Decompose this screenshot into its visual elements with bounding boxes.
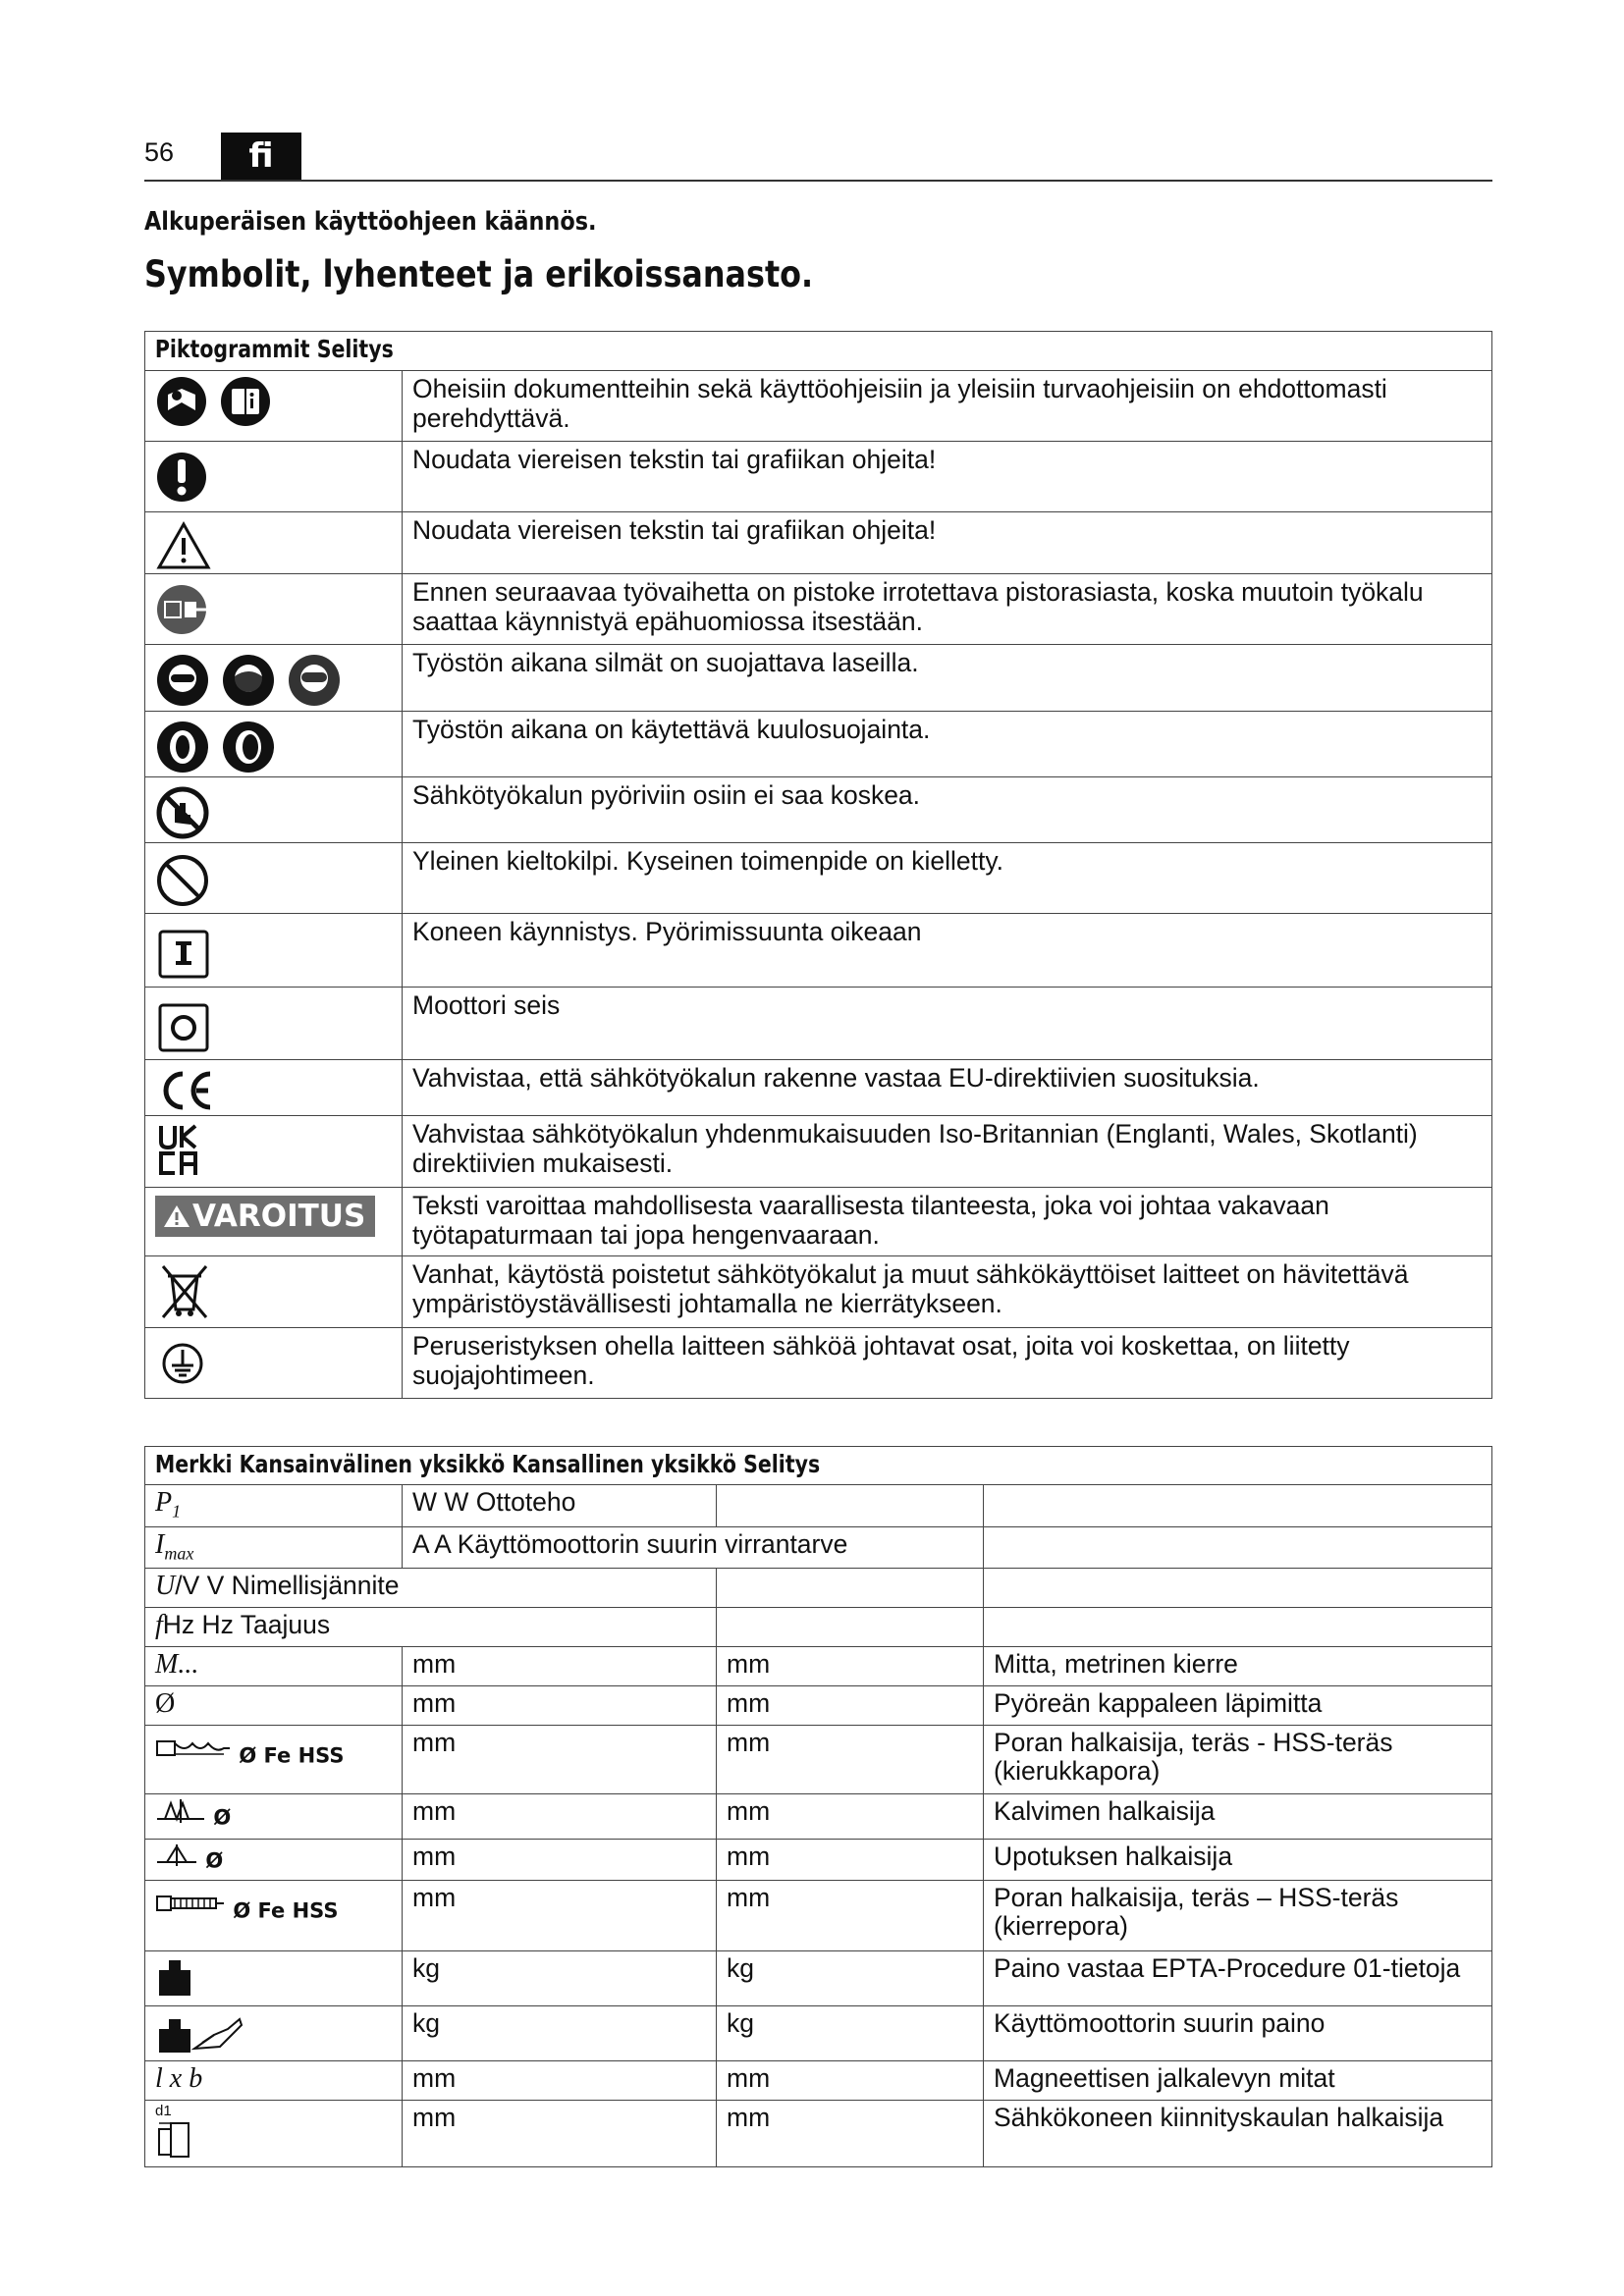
pictogram-description: Noudata viereisen tekstin tai grafiikan ohjeita! xyxy=(403,442,1492,512)
header-divider xyxy=(144,180,1492,182)
unit-cell xyxy=(717,1608,984,1647)
table-row xyxy=(145,1951,1492,2006)
symbol-cell: $P_1$ xyxy=(145,1485,403,1527)
pictogram-description: Oheisiin dokumentteihin sekä käyttöohjeisiin ja yleisiin turvaohjeisiin on ehdottomasti perehdyttävä. xyxy=(403,371,1492,442)
tap-drill-icon xyxy=(155,1889,226,1918)
unit-cell xyxy=(717,1485,984,1527)
unit-cell: W W Ottoteho xyxy=(403,1485,717,1527)
explanation-cell: Paino vastaa EPTA-Procedure 01-tietoja xyxy=(984,1951,1492,2006)
symbol-cell xyxy=(145,1951,403,2006)
explanation-cell xyxy=(984,1485,1492,1527)
countersink-icon xyxy=(155,1842,198,1868)
pictogram-description: Moottori seis xyxy=(403,988,1492,1060)
crossed-bin-icon xyxy=(155,1260,214,1321)
symbol-cell xyxy=(145,2006,403,2061)
table-row xyxy=(145,1881,1492,1951)
table-row xyxy=(145,777,1492,843)
varoitus-label: VAROITUS xyxy=(155,1196,375,1237)
unit-cell: kg xyxy=(717,2006,984,2061)
table-row xyxy=(145,1116,1492,1188)
table-row xyxy=(145,2101,1492,2167)
table-row xyxy=(145,442,1492,512)
unit-cell: kg xyxy=(403,2006,717,2061)
symbol-cell: l x b xyxy=(145,2061,403,2101)
unit-cell: mm xyxy=(403,1726,717,1794)
table-row xyxy=(145,712,1492,777)
symbol-cell: U xyxy=(155,1571,176,1602)
table-row xyxy=(145,1686,1492,1726)
table-row xyxy=(145,1608,1492,1647)
symbol-cell: M... xyxy=(145,1647,403,1686)
table-row xyxy=(145,1840,1492,1881)
unit-cell: mm xyxy=(717,2061,984,2101)
explanation-cell: Magneettisen jalkalevyn mitat xyxy=(984,2061,1492,2101)
ear-muffs-icon xyxy=(221,716,276,774)
unit-cell: mm xyxy=(403,1686,717,1726)
unit-cell: Hz Hz Taajuus xyxy=(162,1610,331,1640)
symbol-cell: f xyxy=(155,1610,163,1641)
table-row xyxy=(145,645,1492,712)
pictogram-description: Koneen käynnistys. Pyörimissuunta oikeaan xyxy=(403,914,1492,988)
symbol-cell: Ø xyxy=(145,1686,403,1726)
exclamation-icon xyxy=(155,446,208,505)
table-row xyxy=(145,1256,1492,1328)
switch-on-icon xyxy=(155,918,212,981)
table-row xyxy=(145,1188,1492,1256)
explanation-cell: Kalvimen halkaisija xyxy=(984,1794,1492,1840)
table-row xyxy=(145,2061,1492,2101)
explanation-cell: Pyöreän kappaleen läpimitta xyxy=(984,1686,1492,1726)
ce-mark-icon xyxy=(155,1064,218,1113)
table-row xyxy=(145,1647,1492,1686)
table-row xyxy=(145,1060,1492,1116)
explanation-cell: Upotuksen halkaisija xyxy=(984,1840,1492,1881)
no-touch-icon xyxy=(155,781,210,840)
table-row xyxy=(145,512,1492,574)
pictogram-description: Työstön aikana on käytettävä kuulosuojainta. xyxy=(403,712,1492,777)
goggles-icon xyxy=(287,649,342,708)
unit-cell: mm xyxy=(717,1726,984,1794)
explanation-cell: Poran halkaisija, teräs – HSS-teräs (kierrepora) xyxy=(984,1881,1492,1951)
table-row xyxy=(145,1726,1492,1794)
translation-note: Alkuperäisen käyttöohjeen käännös. xyxy=(144,207,597,237)
pictogram-description: Peruseristyksen ohella laitteen sähköä johtavat osat, joita voi koskettaa, on liitetty suojajohtimeen. xyxy=(403,1328,1492,1399)
table-row xyxy=(145,843,1492,914)
table-row xyxy=(145,371,1492,442)
unit-cell: mm xyxy=(717,1881,984,1951)
unit-cell: kg xyxy=(717,1951,984,2006)
pictogram-description: Teksti varoittaa mahdollisesta vaarallisesta tilanteesta, joka voi johtaa vakavaan työtapaturmaan tai jopa hengenvaaraan. xyxy=(403,1188,1492,1256)
table-row xyxy=(145,2006,1492,2061)
page-number: 56 xyxy=(144,137,175,167)
unit-cell: mm xyxy=(717,2101,984,2167)
warning-triangle-icon xyxy=(163,1204,190,1228)
prohibition-icon xyxy=(155,847,210,908)
symbol-cell xyxy=(145,2101,403,2167)
table-row xyxy=(145,574,1492,645)
explanation-cell: Mitta, metrinen kierre xyxy=(984,1647,1492,1686)
unit-cell: mm xyxy=(403,1647,717,1686)
page-title: Symbolit, lyhenteet ja erikoissanasto. xyxy=(144,253,814,295)
twist-drill-icon xyxy=(155,1734,232,1763)
explanation-cell: Käyttömoottorin suurin paino xyxy=(984,2006,1492,2061)
explanation-cell: Sähkökoneen kiinnityskaulan halkaisija xyxy=(984,2101,1492,2167)
unit-cell: mm xyxy=(717,1647,984,1686)
warning-triangle-icon xyxy=(155,516,212,571)
pictogram-table-header: Piktogrammit Selitys xyxy=(145,332,1492,371)
switch-off-icon xyxy=(155,991,212,1054)
symbol-cell: Ø Fe HSS xyxy=(145,1726,403,1794)
explanation-cell xyxy=(984,1526,1492,1569)
explanation-cell: Poran halkaisija, teräs - HSS-teräs (kierukkapora) xyxy=(984,1726,1492,1794)
protective-earth-icon xyxy=(155,1332,210,1391)
table-row: U/V V Nimellisjännite xyxy=(145,1569,1492,1608)
unit-cell: mm xyxy=(403,1794,717,1840)
unit-cell: mm xyxy=(403,2061,717,2101)
eye-protection-icon xyxy=(155,649,210,708)
explanation-cell xyxy=(984,1569,1492,1608)
pictogram-description: Vahvistaa, että sähkötyökalun rakenne vastaa EU-direktiivien suosituksia. xyxy=(403,1060,1492,1116)
weight-tool-icon xyxy=(155,2009,244,2055)
unit-cell: A A Käyttömoottorin suurin virrantarve xyxy=(403,1526,984,1569)
table-header-row xyxy=(145,1447,1492,1485)
explanation-cell xyxy=(984,1608,1492,1647)
table-row xyxy=(145,988,1492,1060)
pictogram-description: Vanhat, käytöstä poistetut sähkötyökalut ja muut sähkökäyttöiset laitteet on hävitettävä ympäristöystävällisesti johtamalla ne kierrätykseen. xyxy=(403,1256,1492,1328)
table-row xyxy=(145,1485,1492,1527)
collar-diameter-icon xyxy=(155,2119,194,2159)
info-manual-icon xyxy=(219,375,272,428)
weight-icon xyxy=(155,1954,194,2000)
unit-cell: mm xyxy=(717,1686,984,1726)
unit-table xyxy=(144,1446,1492,2167)
table-row xyxy=(145,914,1492,988)
collar-label: d1 xyxy=(155,2103,172,2120)
pictogram-description: Vahvistaa sähkötyökalun yhdenmukaisuuden Iso-Britannian (Englanti, Wales, Skotlanti) direktiivien mukaisesti. xyxy=(403,1116,1492,1188)
unit-table-header: Merkki Kansainvälinen yksikkö Kansallinen yksikkö Selitys xyxy=(145,1447,1492,1485)
pictogram-description: Noudata viereisen tekstin tai grafiikan ohjeita! xyxy=(403,512,1492,574)
reamer-icon xyxy=(155,1797,206,1825)
unit-cell: kg xyxy=(403,1951,717,2006)
unit-cell xyxy=(717,1569,984,1608)
symbol-cell: $I_{max}$ xyxy=(145,1526,403,1569)
unit-cell: mm xyxy=(717,1840,984,1881)
table-row xyxy=(145,1794,1492,1840)
table-row xyxy=(145,1328,1492,1399)
symbol-cell: Ø xyxy=(145,1794,403,1840)
unit-cell: V V Nimellisjännite xyxy=(182,1571,400,1601)
symbol-cell: Ø Fe HSS xyxy=(145,1881,403,1951)
unit-cell: mm xyxy=(403,2101,717,2167)
language-badge: fi xyxy=(221,133,301,180)
pictogram-description: Yleinen kieltokilpi. Kyseinen toimenpide on kielletty. xyxy=(403,843,1492,914)
pictogram-table xyxy=(144,331,1492,1399)
unit-cell: mm xyxy=(403,1881,717,1951)
read-manual-icon xyxy=(155,375,208,428)
unit-cell: mm xyxy=(403,1840,717,1881)
pictogram-description: Työstön aikana silmät on suojattava laseilla. xyxy=(403,645,1492,712)
table-row xyxy=(145,1526,1492,1569)
unplug-icon xyxy=(155,578,208,637)
pictogram-description: Ennen seuraavaa työvaihetta on pistoke irrotettava pistorasiasta, koska muutoin työkalu saattaa käynnistyä epähuomiossa itsestään. xyxy=(403,574,1492,645)
symbol-cell: Ø xyxy=(145,1840,403,1881)
pictogram-description: Sähkötyökalun pyöriviin osiin ei saa koskea. xyxy=(403,777,1492,843)
ear-protection-icon xyxy=(155,716,210,774)
face-shield-icon xyxy=(221,649,276,708)
unit-cell: mm xyxy=(717,1794,984,1840)
ukca-mark-icon xyxy=(155,1120,202,1179)
table-header-row xyxy=(145,332,1492,371)
